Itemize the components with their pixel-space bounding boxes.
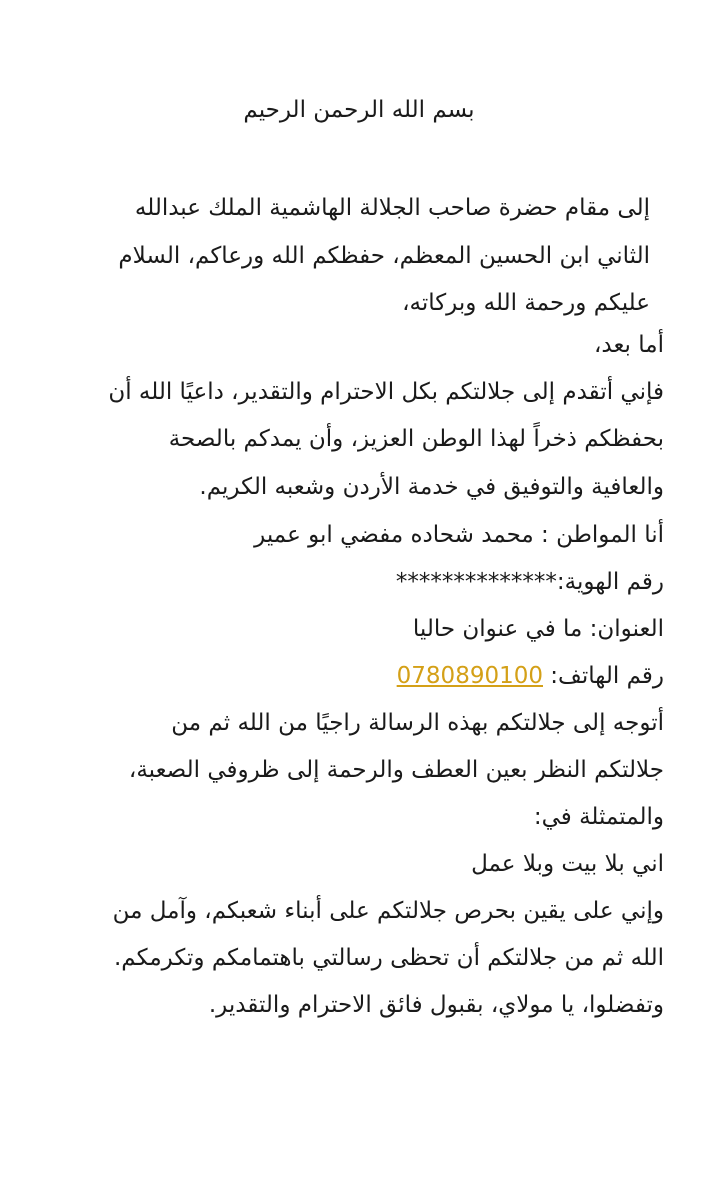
body-line-9: الله ثم من جلالتكم أن تحظى رسالتي باهتمامكم وتكرمكم. <box>114 945 664 971</box>
address-line-3: عليكم ورحمة الله وبركاته، <box>402 290 650 316</box>
body-line-4: أتوجه إلى جلالتكم بهذه الرسالة راجيًا من الله ثم من <box>171 710 664 736</box>
body-line-2: بحفظكم ذخراً لهذا الوطن العزيز، وأن يمدكم بالصحة <box>168 426 664 452</box>
citizen-name-line: أنا المواطن : محمد شحاده مفضي ابو عمير <box>254 522 664 548</box>
body-line-5: جلالتكم النظر بعين العطف والرحمة إلى ظروفي الصعبة، <box>128 757 664 783</box>
body-line-8: وإني على يقين بحرص جلالتكم على أبناء شعبكم، وآمل من <box>112 898 664 924</box>
greeting-line: أما بعد، <box>593 332 664 358</box>
body-line-3: والعافية والتوفيق في خدمة الأردن وشعبه الكريم. <box>199 474 664 500</box>
phone-label: رقم الهاتف: <box>543 663 664 689</box>
address-info-line: العنوان: ما في عنوان حاليا <box>412 616 664 642</box>
phone-number-link[interactable]: 0780890100 <box>396 663 543 689</box>
body-line-1: فإني أتقدم إلى جلالتكم بكل الاحترام والتقدير، داعيًا الله أن <box>108 379 664 405</box>
body-line-10: وتفضلوا، يا مولاي، بقبول فائق الاحترام والتقدير. <box>208 992 664 1018</box>
id-number-line: رقم الهوية:************** <box>395 569 664 595</box>
body-line-7: اني بلا بيت وبلا عمل <box>471 851 664 877</box>
body-line-6: والمتمثلة في: <box>533 804 664 830</box>
basmala-heading: بسم الله الرحمن الرحيم <box>243 97 475 123</box>
address-line-2: الثاني ابن الحسين المعظم، حفظكم الله ورعاكم، السلام <box>118 243 650 269</box>
address-line-1: إلى مقام حضرة صاحب الجلالة الهاشمية الملك عبدالله <box>134 195 650 221</box>
phone-line <box>40 654 664 698</box>
